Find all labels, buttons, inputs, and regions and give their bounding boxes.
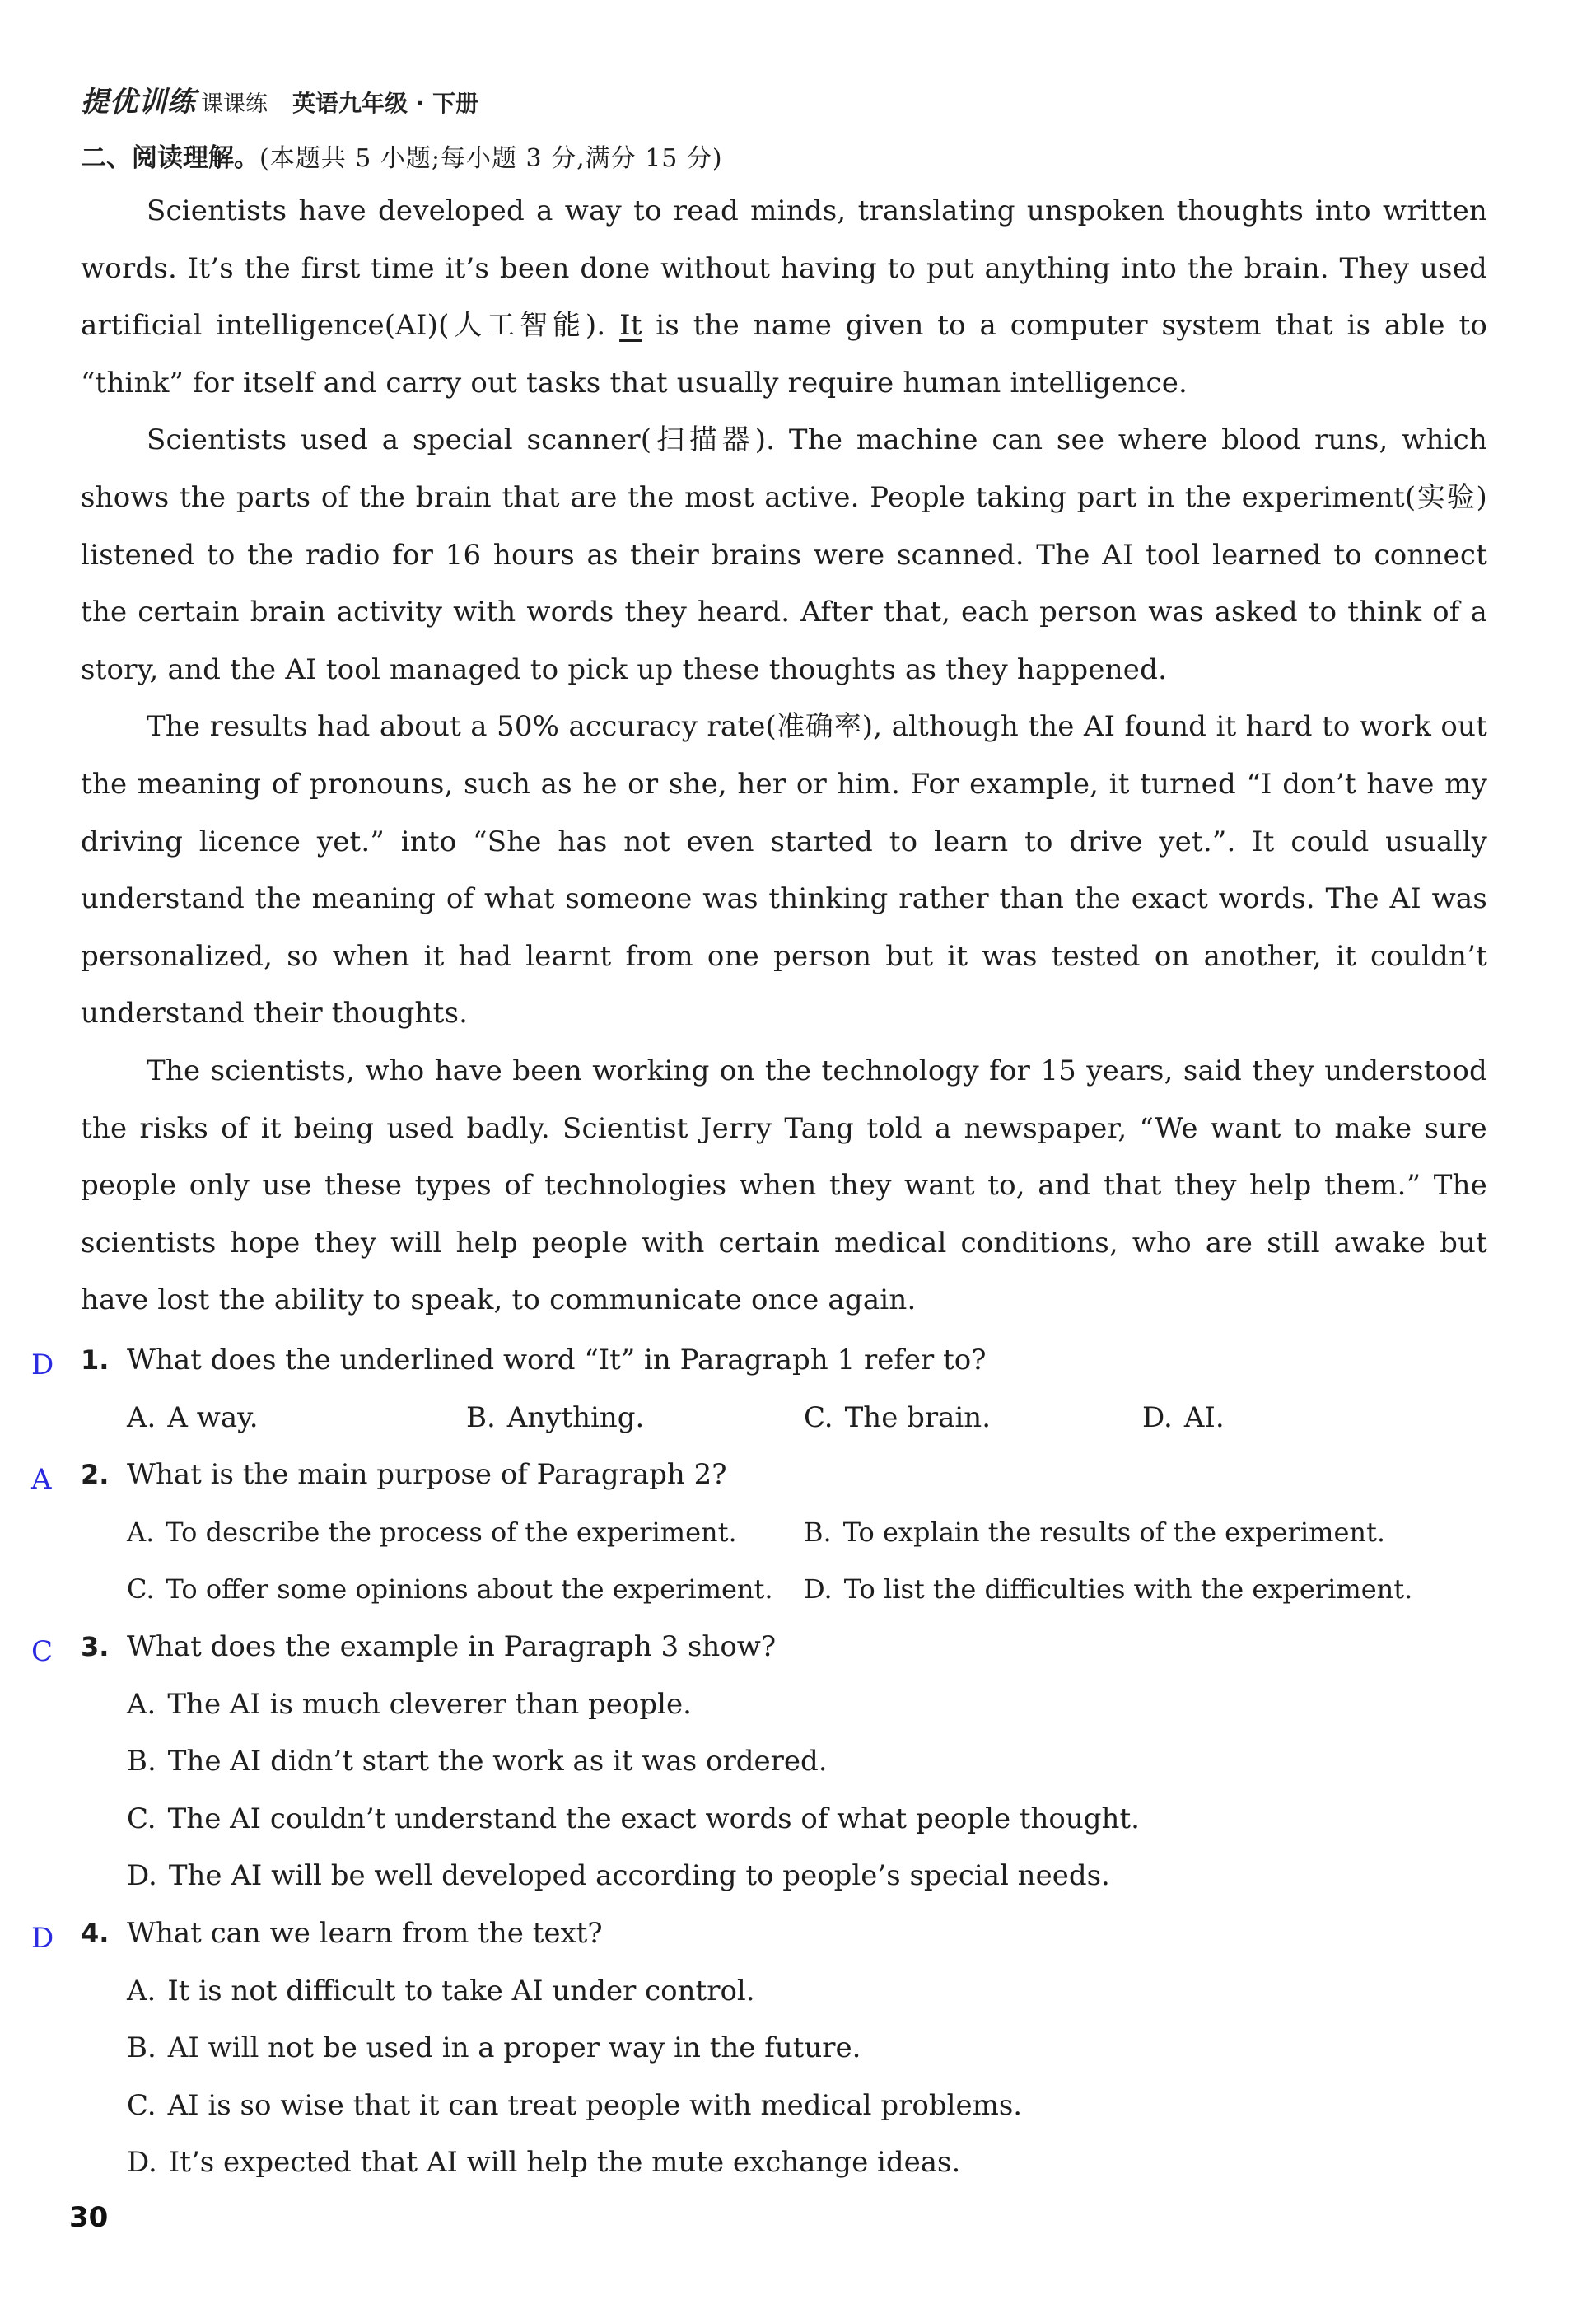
question-text: What does the underlined word “It” in Paragraph 1 refer to? [127,1344,987,1377]
brand-logo: 提优训练 [81,86,196,119]
option-d[interactable] [127,1848,1110,1905]
answer-mark: D [31,1921,54,1955]
option-letter: C. [804,1400,833,1434]
option-c[interactable] [804,1390,991,1447]
option-text: It is not difficult to take AI under control. [167,1974,755,2008]
option-text: It’s expected that AI will help the mute exchange ideas. [168,2146,961,2180]
option-letter: A. [127,1516,155,1548]
question-text: What does the example in Paragraph 3 show? [127,1629,777,1663]
option-letter: A. [127,1687,156,1721]
option-letter: A. [127,1400,156,1434]
question-4 [0,1905,1596,2192]
question-text: What is the main purpose of Paragraph 2? [127,1458,727,1492]
book-title: 英语九年级 · 下册 [292,90,479,117]
question-number: 4. [81,1917,110,1949]
option-text: The AI couldn’t understand the exact words of what people thought. [167,1802,1140,1835]
option-text: To offer some opinions about the experiment. [166,1573,773,1606]
option-text: To describe the process of the experiment. [166,1516,737,1548]
answer-mark: A [31,1463,52,1497]
question-number: 3. [81,1630,110,1662]
answer-mark: D [31,1348,54,1381]
option-text: The AI didn’t start the work as it was ordered. [167,1745,828,1778]
paragraph-3: The results had about a 50% accuracy rate(准确率), although the AI found it hard to work out the meaning of pronouns, such as he or she, her or him. For example, it turned “I don’t have my driving licence yet.” into “She has not even started to learn to drive yet.”. It could usually understand the meaning of what someone was thinking rather than the exact words. The AI was personalized, so when it had learnt from one person but it was tested on another, it couldn’t understand their thoughts. [81,710,1487,1031]
question-1 [0,1332,1596,1447]
option-letter: C. [127,2088,156,2122]
option-text: Anything. [506,1400,645,1434]
option-text: To explain the results of the experiment. [842,1516,1386,1548]
page-number: 30 [69,2201,109,2234]
paragraph-1 [81,183,1487,412]
section-note: (本题共 5 小题;每小题 3 分,满分 15 分) [259,144,723,173]
option-letter: D. [804,1573,833,1606]
page-header [81,79,478,120]
option-letter: B. [466,1400,496,1434]
option-text: AI is so wise that it can treat people with medical problems. [167,2088,1023,2122]
option-letter: A. [127,1974,156,2008]
paragraph-4: The scientists, who have been working on the technology for 15 years, said they understood the risks of it being used badly. Scientist Jerry Tang told a newspaper, “We want to make sure people only use these types of technologies when they want to, and that they help them.” The scientists hope they will help people with certain medical conditions, who are still awake but have lost the ability to speak, to communicate once again. [81,1054,1487,1317]
option-a[interactable] [127,1676,692,1734]
option-text: The AI will be well developed according to people’s special needs. [168,1859,1110,1893]
underlined-word: It [619,309,642,343]
option-letter: C. [127,1573,155,1606]
section-heading: 二、阅读理解。 [81,143,259,173]
option-a[interactable] [127,1963,755,2021]
option-a[interactable] [127,1504,737,1562]
question-2 [0,1447,1596,1619]
paragraph-1-text-a: Scientists have developed a way to read minds, translating unspoken thoughts into written words. It’s the first time it’s been done without having to put anything into the brain. They used artificial intelligence(AI)(人工智能). [81,194,1487,343]
option-text: The brain. [844,1400,991,1434]
option-b[interactable] [804,1504,1385,1562]
option-letter: D. [127,1859,157,1893]
section-title [81,137,723,174]
option-text: AI. [1183,1400,1225,1434]
brand-subtitle: 课课练 [201,91,268,117]
option-text: AI will not be used in a proper way in the future. [167,2031,861,2065]
option-letter: D. [127,2146,157,2180]
reading-passage [81,183,1487,1330]
option-b[interactable] [127,1733,828,1791]
option-letter: D. [1142,1400,1173,1434]
option-b[interactable] [466,1390,644,1447]
option-letter: B. [127,2031,156,2065]
option-d[interactable] [804,1561,1412,1619]
question-3 [0,1619,1596,1905]
option-d[interactable] [1142,1390,1225,1447]
question-number: 2. [81,1459,110,1491]
option-text: The AI is much cleverer than people. [167,1687,692,1721]
paragraph-2: Scientists used a special scanner(扫描器). The machine can see where blood runs, which shows the parts of the brain that are the most active. People taking part in the experiment(实验) listened to the radio for 16 hours as their brains were scanned. The AI tool learned to connect the certain brain activity with words they heard. After that, each person was asked to think of a story, and the AI tool managed to pick up these thoughts as they happened. [81,423,1487,686]
option-c[interactable] [127,2078,1022,2135]
option-c[interactable] [127,1791,1140,1849]
option-letter: B. [804,1516,832,1548]
answer-mark: C [31,1634,54,1668]
question-text: What can we learn from the text? [127,1916,603,1950]
option-b[interactable] [127,2020,861,2078]
question-list [0,1332,1596,2192]
option-letter: B. [127,1745,156,1778]
paragraph-1-text-b: is the name given to a computer system that is able to “think” for itself and carry out tasks that usually require human intelligence. [81,309,1487,400]
option-text: To list the difficulties with the experiment. [843,1573,1413,1606]
option-c[interactable] [127,1561,773,1619]
option-a[interactable] [127,1390,259,1447]
option-d[interactable] [127,2134,960,2192]
option-letter: C. [127,1802,156,1835]
option-text: A way. [167,1400,259,1434]
question-number: 1. [81,1344,110,1376]
